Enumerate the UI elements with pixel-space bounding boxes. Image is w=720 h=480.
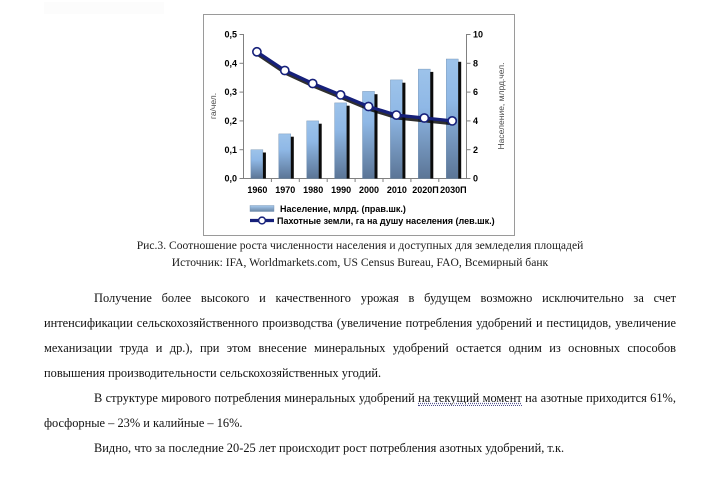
line-point-2030: [448, 117, 456, 125]
left-axis-tick-2: 0,3: [224, 87, 237, 98]
line-point-1990: [337, 91, 345, 99]
x-tick-label-2020: 2020П: [412, 185, 439, 195]
bar-shadow-2030: [458, 62, 461, 179]
line-point-1970: [281, 66, 289, 74]
legend-swatch-population: [250, 206, 274, 212]
bar-shadow-1970: [291, 137, 294, 179]
right-axis-tick-0: 10: [473, 29, 484, 40]
paragraph-2-text-after: на азотные приходится 61%, фосфорные – 23% и калийные – 16%.: [44, 391, 676, 430]
left-axis-tick-0: 0,5: [224, 29, 237, 40]
figure-chart-container: [203, 14, 515, 236]
bar-2020: [418, 69, 430, 178]
left-axis-tick-5: 0,0: [224, 173, 237, 184]
paragraph-2: [44, 386, 676, 436]
line-point-1980: [309, 79, 317, 87]
line-point-2000: [364, 102, 372, 110]
left-axis-tick-3: 0,2: [224, 116, 237, 126]
chart-plot-area: [204, 15, 516, 237]
figure-caption-line-2: Источник: IFA, Worldmarkets.com, US Census Bureau, FAO, Всемирный банк: [171, 255, 549, 269]
line-point-2010: [392, 111, 400, 119]
legend-swatch-arable-marker: [259, 217, 266, 224]
paragraph-2-text-before: В структуре мирового потребления минеральных удобрений: [94, 391, 419, 405]
bar-shadow-2020: [430, 72, 433, 179]
bar-1980: [307, 121, 319, 179]
figure-caption: [60, 238, 660, 271]
line-point-2020: [420, 114, 428, 122]
paragraph-1: Получение более высокого и качественного урожая в будущем возможно исключительно за счет интенсификации сельскохозяйственного производства (увеличение потребления удобрений и пестицидов, увеличение механизации труда и др.), при этом внесение минеральных удобрений остается одним из основных способов повышения производительности сельскохозяйственных угодий.: [44, 291, 676, 380]
document-body: [44, 286, 676, 461]
line-point-1960: [253, 48, 261, 56]
left-axis-tick-1: 0,4: [224, 58, 237, 69]
left-axis-tick-4: 0,1: [224, 144, 237, 155]
x-tick-label-2010: 2010: [386, 185, 407, 195]
x-tick-label-2000: 2000: [358, 185, 380, 195]
x-tick-label-1980: 1980: [303, 185, 324, 195]
x-tick-label-1960: 1960: [247, 185, 268, 195]
right-axis-tick-1: 8: [473, 58, 479, 69]
bar-1970: [279, 134, 291, 179]
x-tick-label-2030: 2030П: [440, 185, 467, 195]
legend-label-arable: Пахотные земли, га на душу населения (лев.шк.): [277, 215, 495, 226]
bar-shadow-1980: [319, 124, 322, 179]
bar-shadow-1960: [263, 153, 266, 179]
right-axis-tick-4: 2: [473, 144, 479, 155]
right-axis-title: Население, млрд.чел.: [496, 62, 506, 150]
left-axis-title: га/чел.: [208, 92, 218, 120]
paragraph-3: Видно, что за последние 20-25 лет происходит рост потребления азотных удобрений, т.к.: [94, 441, 565, 455]
paragraph-2-marked-phrase: на текущий момент: [418, 391, 522, 405]
right-axis-tick-5: 0: [473, 173, 479, 184]
bar-shadow-2010: [402, 83, 405, 179]
bar-shadow-1990: [347, 106, 350, 179]
bar-1960: [251, 150, 263, 179]
scan-artifact: [44, 2, 164, 14]
figure-caption-line-1: Рис.3. Соотношение роста численности населения и доступных для земледелия площадей: [136, 239, 584, 252]
population-arable-land-chart: [204, 15, 514, 235]
bar-2010: [390, 80, 402, 179]
x-tick-label-1990: 1990: [331, 185, 352, 195]
legend-label-population: Население, млрд. (прав.шк.): [280, 203, 406, 214]
x-tick-label-1970: 1970: [275, 185, 296, 195]
bar-1990: [335, 103, 347, 179]
right-axis-tick-3: 4: [473, 116, 479, 126]
right-axis-tick-2: 6: [473, 87, 479, 98]
